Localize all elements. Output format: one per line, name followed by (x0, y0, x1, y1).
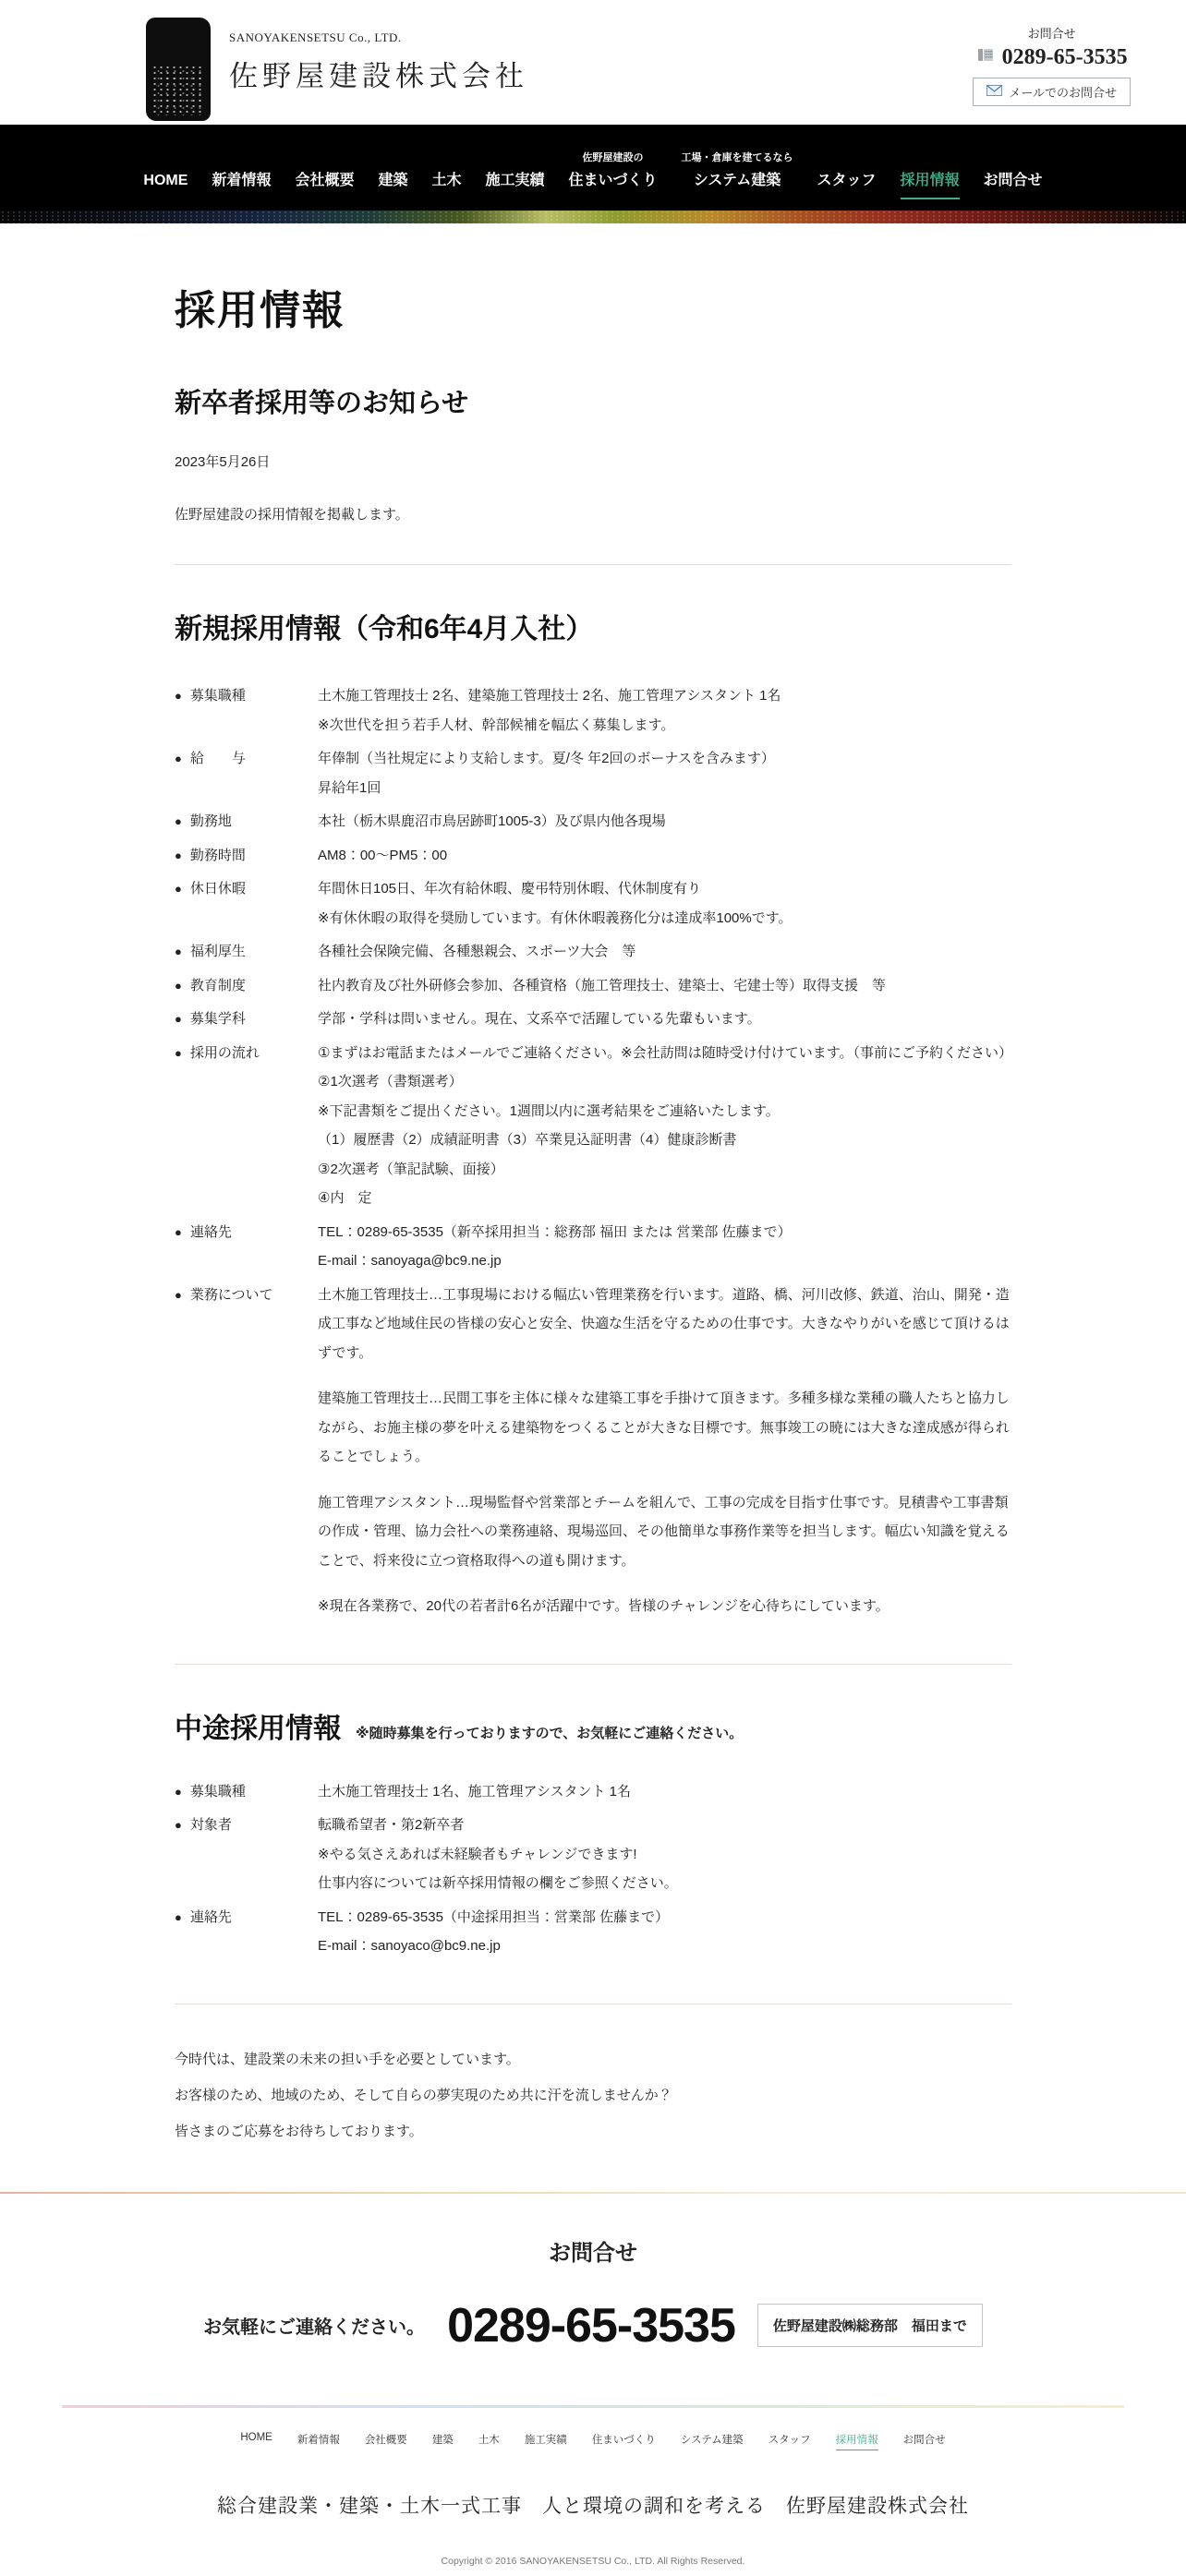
nav-item[interactable] (972, 168, 1055, 199)
value-line: 本社（栃木県鹿沼市鳥居跡町1005-3）及び県内他各現場 (318, 813, 666, 829)
contact-heading: お問合せ (549, 2240, 637, 2266)
bullet-icon: ● (175, 1818, 182, 1832)
nav-item-label: 住まいづくり (568, 173, 658, 188)
company-name-en: SANOYAKENSETSU Co., LTD. (229, 30, 402, 44)
bullet-icon: ● (175, 1045, 182, 1060)
mail-icon (986, 85, 1002, 99)
phone-icon (976, 45, 995, 70)
nav-item-label: 新着情報 (212, 173, 272, 188)
nav-item[interactable] (131, 173, 200, 199)
closing-line: 今時代は、建設業の未来の担い手を必要としています。 (175, 2051, 520, 2067)
bullet-icon: ● (175, 1784, 182, 1799)
value-line: （1）履歴書（2）成績証明書（3）卒業見込証明書（4）健康診断書 (318, 1132, 737, 1148)
nav-item-label: 土木 (431, 173, 462, 188)
mid-career-rows (175, 1777, 1011, 1961)
value-line: ②1次選考（書類選考） (318, 1074, 463, 1089)
row-label-text: 業務について (189, 1286, 273, 1303)
footer-nav-item[interactable]: 土木 (478, 2434, 500, 2446)
decorative-color-strip (0, 211, 1186, 223)
section-divider (175, 564, 1011, 565)
info-row (175, 874, 1011, 933)
notice-heading: 新卒者採用等のお知らせ (175, 389, 469, 418)
value-line: ※次世代を担う若手人材、幹部候補を幅広く募集します。 (318, 716, 675, 733)
row-label-text: 給 与 (189, 751, 246, 766)
notice-body: 佐野屋建設の採用情報を掲載します。 (175, 507, 409, 523)
row-label-text: 教育制度 (189, 977, 246, 993)
footer-nav-item[interactable]: 会社概要 (364, 2434, 407, 2446)
value-line (318, 1367, 1011, 1384)
info-row (175, 971, 1011, 1001)
nav-item-label: HOME (143, 173, 188, 188)
row-label-text: 連絡先 (189, 1223, 232, 1240)
nav-item[interactable] (670, 150, 805, 199)
footer-nav-item[interactable]: 施工実績 (524, 2434, 567, 2446)
contact-lead: お気軽にご連絡ください。 (203, 2317, 426, 2338)
value-line: 転職希望者・第2新卒者 (318, 1817, 465, 1833)
nav-item[interactable] (283, 168, 366, 199)
row-label (175, 1218, 318, 1276)
notice-date: 2023年5月26日 (175, 454, 271, 470)
site-footer (0, 2432, 1186, 2576)
nav-item-sublabel: 佐野屋建設の (582, 152, 644, 163)
header-contact-label: お問合せ (1027, 27, 1076, 41)
footer-nav-item[interactable]: 住まいづくり (591, 2434, 656, 2446)
nav-item[interactable] (200, 168, 283, 199)
row-label (175, 937, 318, 967)
footer-nav-item[interactable]: お問合せ (902, 2434, 946, 2446)
bullet-icon: ● (175, 689, 182, 703)
value-line: 学部・学科は問いません。現在、文系卒で活躍している先輩もいます。 (318, 1011, 761, 1027)
mail-button-label: メールでのお問合せ (1009, 86, 1117, 100)
nav-item-label: 施工実績 (485, 173, 545, 188)
value-line: ※下記書類をご提出ください。1週間以内に選考結果をご連絡いたします。 (318, 1102, 780, 1119)
nav-item-label: 建築 (378, 173, 408, 188)
bullet-icon: ● (175, 882, 182, 896)
bullet-icon: ● (175, 945, 182, 958)
nav-item-label: 採用情報 (901, 168, 960, 199)
contact-section (0, 2194, 1186, 2405)
value-line: ①まずはお電話またはメールでご連絡ください。※会社訪問は随時受け付けています。（事前にご予約ください） (318, 1044, 1013, 1061)
new-grad-section (175, 606, 1011, 1621)
row-label-text: 連絡先 (189, 1908, 232, 1925)
footer-nav-item[interactable]: HOME (240, 2431, 272, 2443)
row-label (175, 1811, 318, 1898)
row-label-text: 対象者 (189, 1817, 232, 1833)
closing-line: 皆さまのご応募をお待ちしております。 (175, 2123, 423, 2139)
value-line: E-mail：sanoyaco@bc9.ne.jp (318, 1938, 501, 1954)
row-value (318, 1005, 1011, 1034)
info-row (175, 1777, 1011, 1807)
value-line: ※現在各業務で、20代の若者計6名が活躍中です。皆様のチャレンジを心待ちにしています。 (318, 1598, 890, 1614)
info-row (175, 1005, 1011, 1034)
row-label (175, 841, 318, 871)
site-header (0, 0, 1186, 125)
section-divider (175, 1664, 1011, 1665)
row-value (318, 1039, 1011, 1213)
info-row (175, 1039, 1011, 1213)
value-line: 年俸制（当社規定により支給します。夏/冬 年2回のボーナスを含みます） (318, 751, 775, 766)
footer-nav-item[interactable]: 新着情報 (296, 2434, 340, 2446)
value-line (318, 1472, 1011, 1488)
value-line: ※有休休暇の取得を奨励しています。有休休暇義務化分は達成率100%です。 (318, 909, 793, 926)
header-contact-block (973, 24, 1131, 106)
row-label (175, 1777, 318, 1807)
footer-nav-item[interactable]: システム建築 (680, 2434, 744, 2446)
footer-nav-item[interactable]: 建築 (431, 2434, 454, 2446)
footer-tagline: 総合建設業・建築・土木一式工事 人と環境の調和を考える 佐野屋建設株式会社 (217, 2495, 969, 2517)
info-row (175, 681, 1011, 740)
row-label-text: 募集職種 (189, 688, 246, 704)
bullet-icon: ● (175, 848, 182, 862)
value-line: 土木施工管理技士…工事現場における幅広い管理業務を行います。道路、橋、河川改修、鉄道、治山、開発・造成工事など地域住民の皆様の安心と安全、快適な生活を守るための仕事です。大きなやりがいを感じて頂けるはずです。 (318, 1286, 1010, 1361)
contact-phone-number: 0289-65-3535 (447, 2298, 735, 2353)
mid-career-heading: 中途採用情報 (175, 1713, 341, 1744)
value-line: AM8：00～PM5：00 (318, 847, 448, 863)
nav-item[interactable] (557, 150, 670, 199)
new-grad-rows (175, 681, 1011, 1621)
row-value (318, 874, 1011, 933)
row-value (318, 1903, 1011, 1961)
row-label (175, 1281, 318, 1621)
row-label (175, 971, 318, 1001)
footer-nav-item[interactable]: スタッフ (768, 2434, 811, 2446)
row-label (175, 744, 318, 802)
footer-nav (0, 2432, 1186, 2450)
row-label-text: 休日休暇 (189, 881, 246, 897)
nav-item-label: スタッフ (817, 173, 877, 188)
bullet-icon: ● (175, 1287, 182, 1302)
row-label-text: 募集職種 (189, 1783, 246, 1800)
value-line (318, 1575, 1011, 1592)
info-row (175, 744, 1011, 802)
row-value (318, 681, 1011, 740)
value-line: ※やる気さえあれば未経験者もチャレンジできます! (318, 1846, 637, 1862)
mid-career-note: ※随時募集を行っておりますので、お気軽にご連絡ください。 (356, 1725, 744, 1741)
value-line: 土木施工管理技士 1名、施工管理アシスタント 1名 (318, 1783, 631, 1800)
copyright: Copyright © 2016 SANOYAKENSETSU Co., LTD. All Rights Reserved. (441, 2555, 745, 2567)
notice-section (175, 382, 1011, 524)
mid-career-heading-row (175, 1705, 1011, 1746)
info-row (175, 937, 1011, 967)
value-line: 各種社会保険完備、各種懇親会、スポーツ大会 等 (318, 944, 636, 959)
bullet-icon: ● (175, 1224, 182, 1239)
value-line: ③2次選考（筆記試験、面接） (318, 1161, 504, 1177)
row-label-text: 勤務地 (189, 813, 232, 829)
contact-row (0, 2298, 1186, 2353)
row-value (318, 1777, 1011, 1807)
info-row (175, 1218, 1011, 1276)
info-row (175, 1281, 1011, 1621)
row-label-text: 採用の流れ (189, 1044, 260, 1061)
row-value (318, 1811, 1011, 1898)
value-line: 土木施工管理技士 2名、建築施工管理技士 2名、施工管理アシスタント 1名 (318, 688, 781, 704)
value-line: 仕事内容については新卒採用情報の欄をご参照ください。 (318, 1875, 678, 1891)
info-row (175, 841, 1011, 871)
bullet-icon: ● (175, 1012, 182, 1026)
row-label (175, 681, 318, 740)
bullet-icon: ● (175, 814, 182, 828)
bullet-icon: ● (175, 978, 182, 993)
nav-item[interactable] (889, 168, 972, 199)
main-content (175, 277, 1011, 2149)
value-line: ④内 定 (318, 1190, 372, 1206)
nav-item[interactable] (419, 168, 473, 199)
row-label-text: 募集学科 (189, 1011, 246, 1027)
nav-item-label: 会社概要 (295, 173, 355, 188)
company-name-jp: 佐野屋建設株式会社 (229, 60, 528, 92)
row-value (318, 807, 1011, 837)
value-line: 昇給年1回 (318, 779, 381, 796)
new-grad-heading: 新規採用情報（令和6年4月入社） (175, 614, 594, 644)
closing-message (175, 2041, 1011, 2149)
nav-item-label: システム建築 (693, 173, 781, 188)
value-line: TEL：0289-65-3535（中途採用担当：営業部 佐藤まで） (318, 1908, 670, 1925)
page-title: 採用情報 (175, 288, 345, 333)
nav-item[interactable] (805, 168, 889, 199)
value-line: 施工管理アシスタント…現場監督や営業部とチームを組んで、工事の完成を目指す仕事です。見積書や工事書類の作成・管理、協力会社への業務連絡、現場巡回、その他簡単な事務作業等を担当します。幅広い知識を覚えることで、将来役に立つ資格取得への道も開けます。 (318, 1494, 1010, 1569)
value-line: 社内教育及び社外研修会参加、各種資格（施工管理技士、建築士、宅建士等）取得支援 等 (318, 977, 887, 993)
bullet-icon: ● (175, 1909, 182, 1924)
row-label (175, 807, 318, 837)
bullet-icon: ● (175, 752, 182, 765)
pastel-divider (62, 2405, 1124, 2408)
mail-contact-button[interactable] (973, 78, 1131, 106)
row-label (175, 1005, 318, 1034)
nav-item[interactable] (366, 168, 419, 199)
value-line: 建築施工管理技士…民間工事を主体に様々な建築工事を手掛けて頂きます。多種多様な業種の職人たちと協力しながら、お施主様の夢を叶える建築物をつくることが大きな目標です。無事竣工の暁には大きな達成感が得られることでしょう。 (318, 1390, 1010, 1464)
row-value (318, 841, 1011, 871)
nav-item-sublabel: 工場・倉庫を建てるなら (681, 152, 793, 163)
brand-home-link[interactable] (146, 5, 528, 121)
info-row (175, 807, 1011, 837)
info-row (175, 1811, 1011, 1898)
row-label (175, 874, 318, 933)
row-label (175, 1903, 318, 1961)
row-value (318, 971, 1011, 1001)
value-line: 年間休日105日、年次有給休暇、慶弔特別休暇、代休制度有り (318, 881, 702, 897)
mid-career-section (175, 1705, 1011, 1961)
nav-item-label: お問合せ (983, 173, 1043, 188)
row-value (318, 937, 1011, 967)
value-line: TEL：0289-65-3535（新卒採用担当：総務部 福田 または 営業部 佐藤まで） (318, 1223, 792, 1240)
value-line: E-mail：sanoyaga@bc9.ne.jp (318, 1253, 502, 1269)
header-phone-number: 0289-65-3535 (1001, 45, 1128, 69)
row-label (175, 1039, 318, 1213)
main-nav (0, 125, 1186, 211)
contact-person-box: 佐野屋建設㈱総務部 福田まで (757, 2304, 983, 2347)
info-row (175, 1903, 1011, 1961)
row-label-text: 福利厚生 (189, 944, 246, 959)
footer-nav-item[interactable]: 採用情報 (836, 2432, 878, 2450)
nav-item[interactable] (473, 168, 556, 199)
row-value (318, 1218, 1011, 1276)
company-seal-logo (146, 18, 211, 121)
row-value (318, 744, 1011, 802)
header-phone (973, 45, 1131, 70)
brand-text (229, 30, 528, 94)
row-value (318, 1281, 1011, 1621)
closing-line: お客様のため、地域のため、そして自らの夢実現のため共に汗を流しませんか？ (175, 2087, 672, 2103)
row-label-text: 勤務時間 (189, 847, 246, 863)
